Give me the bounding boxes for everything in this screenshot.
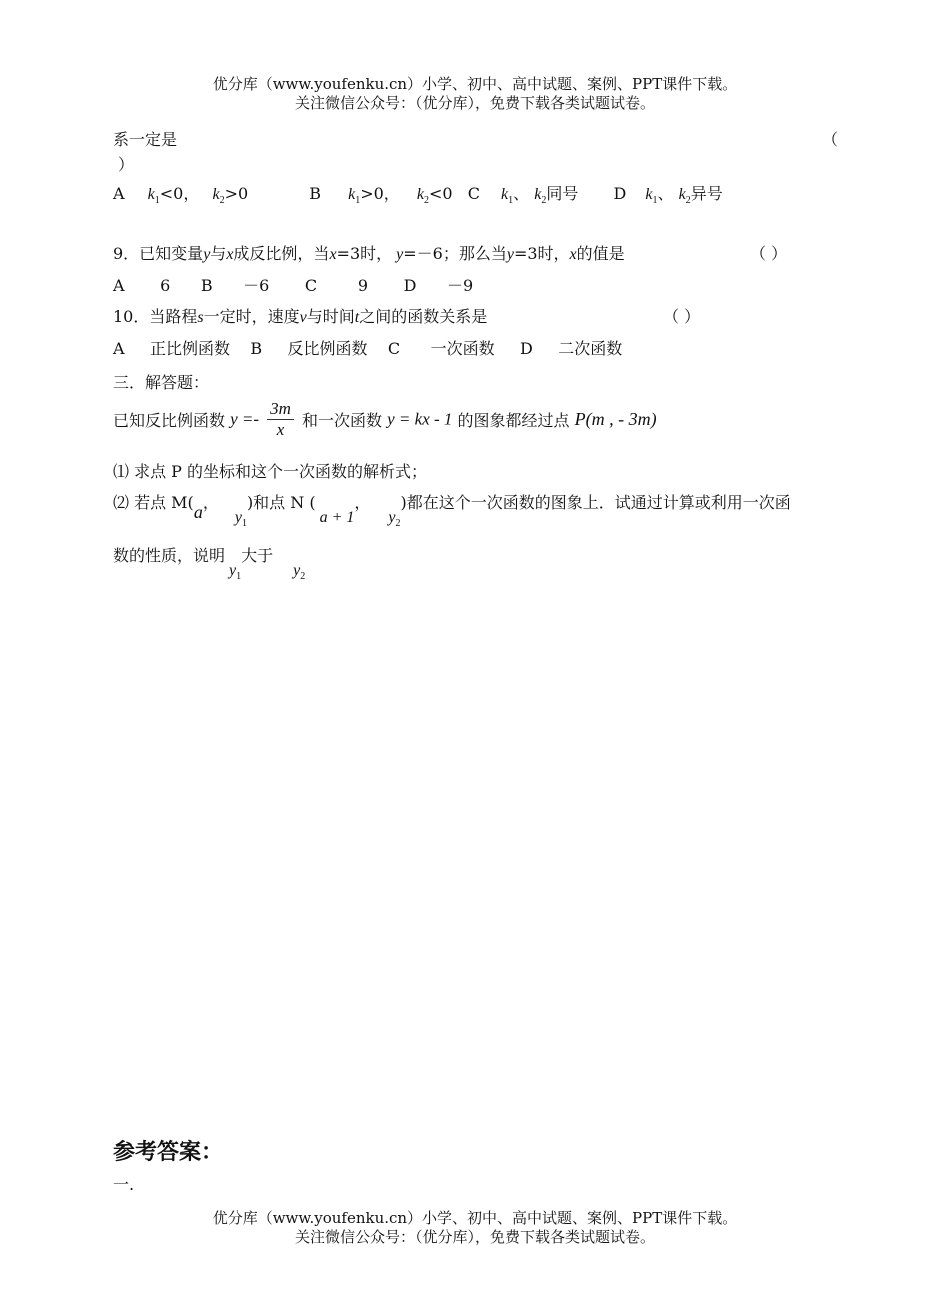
q11-fraction: $\frac{3m}{x}$ [267, 399, 294, 440]
q11-y-eq: y =- [230, 409, 260, 429]
q8-option-c-label: C [467, 184, 480, 203]
q11-y2: $y_2$ [388, 509, 401, 529]
q10-options: A 正比例函数 B 反比例函数 C 一次函数 D 二次函数 [113, 339, 623, 358]
q8-text: 系一定是 [113, 130, 178, 149]
q8-option-d-text: 异号 [690, 184, 723, 203]
q8-option-a-1: <0， [159, 184, 200, 203]
q8-option-a-label: A [113, 184, 125, 203]
q11-part-2: ⑵ 若点 M(a，$y_1$)和点 N (a + 1，$y_2$)都在这个一次函数的图象上．试通过计算或利用一次函 [113, 493, 791, 529]
q11-linear: y = kx - 1 [387, 409, 453, 429]
q8-option-d-sep: 、 [657, 184, 674, 203]
footer-line-2: 关注微信公众号：（优分库），免费下载各类试题试卷。 [294, 1228, 655, 1246]
q8-option-d-label: D [613, 184, 627, 203]
q10-text: 10．当路程s一定时，速度v与时间t之间的函数关系是 [113, 307, 488, 326]
header-line-1: 优分库（www.youfenku.cn）小学、初中、高中试题、案例、PPT课件下载。 [212, 75, 738, 93]
q8-option-b-1: >0， [360, 184, 400, 203]
q8-paren-open: （ [822, 130, 839, 149]
q11-point: P(m , - 3m) [574, 409, 657, 429]
q8-b-k1: $k_1$ [348, 186, 361, 206]
q10-paren: （ ） [663, 307, 701, 326]
q9-options: A 6 B －6 C 9 D －9 [113, 276, 474, 295]
q8-d-k2: $k_2$ [678, 186, 691, 206]
q8-option-c-sep: 、 [513, 184, 530, 203]
q11-part-1: ⑴ 求点 P 的坐标和这个一次函数的解析式； [113, 462, 428, 481]
q8-option-b-2: <0 [429, 184, 453, 203]
q8-k2: $k_2$ [212, 186, 225, 206]
header-line-2: 关注微信公众号：（优分库），免费下载各类试题试卷。 [294, 94, 655, 112]
q8-c-k2: $k_2$ [534, 186, 547, 206]
q8-paren-close: ） [118, 155, 135, 174]
section-3-title: 三．解答题： [113, 373, 210, 392]
q9-text: 9．已知变量y与x成反比例，当x=3时， y=－6；那么当y=3时，x的值是 [113, 244, 625, 263]
q11-part-2-cont: 数的性质，说明$y_1$大于$y_2$ [113, 546, 306, 582]
q11-y2-b: $y_2$ [293, 562, 306, 582]
q8-c-k1: $k_1$ [501, 186, 514, 206]
q11-y1-b: $y_1$ [229, 562, 242, 582]
q11-y1: $y_1$ [234, 509, 247, 529]
q8-d-k1: $k_1$ [645, 186, 658, 206]
footer-line-1: 优分库（www.youfenku.cn）小学、初中、高中试题、案例、PPT课件下载。 [212, 1209, 738, 1227]
q11-statement: 已知反比例函数 y =- $\frac{3m}{x}$ 和一次函数 y = kx - 1 的图象都经过点 P(m , - 3m) [113, 399, 657, 439]
q9-paren: （ ） [750, 244, 788, 263]
q8-options [113, 181, 723, 204]
answers-title: 参考答案： [113, 1140, 224, 1165]
q8-option-b-label: B [309, 184, 322, 203]
q8-option-c-text: 同号 [546, 184, 579, 203]
q8-b-k2: $k_2$ [416, 186, 430, 206]
q8-k1: $k_1$ [147, 186, 160, 206]
answers-first: 一. [113, 1175, 135, 1194]
q8-option-a-2: >0 [224, 184, 249, 203]
